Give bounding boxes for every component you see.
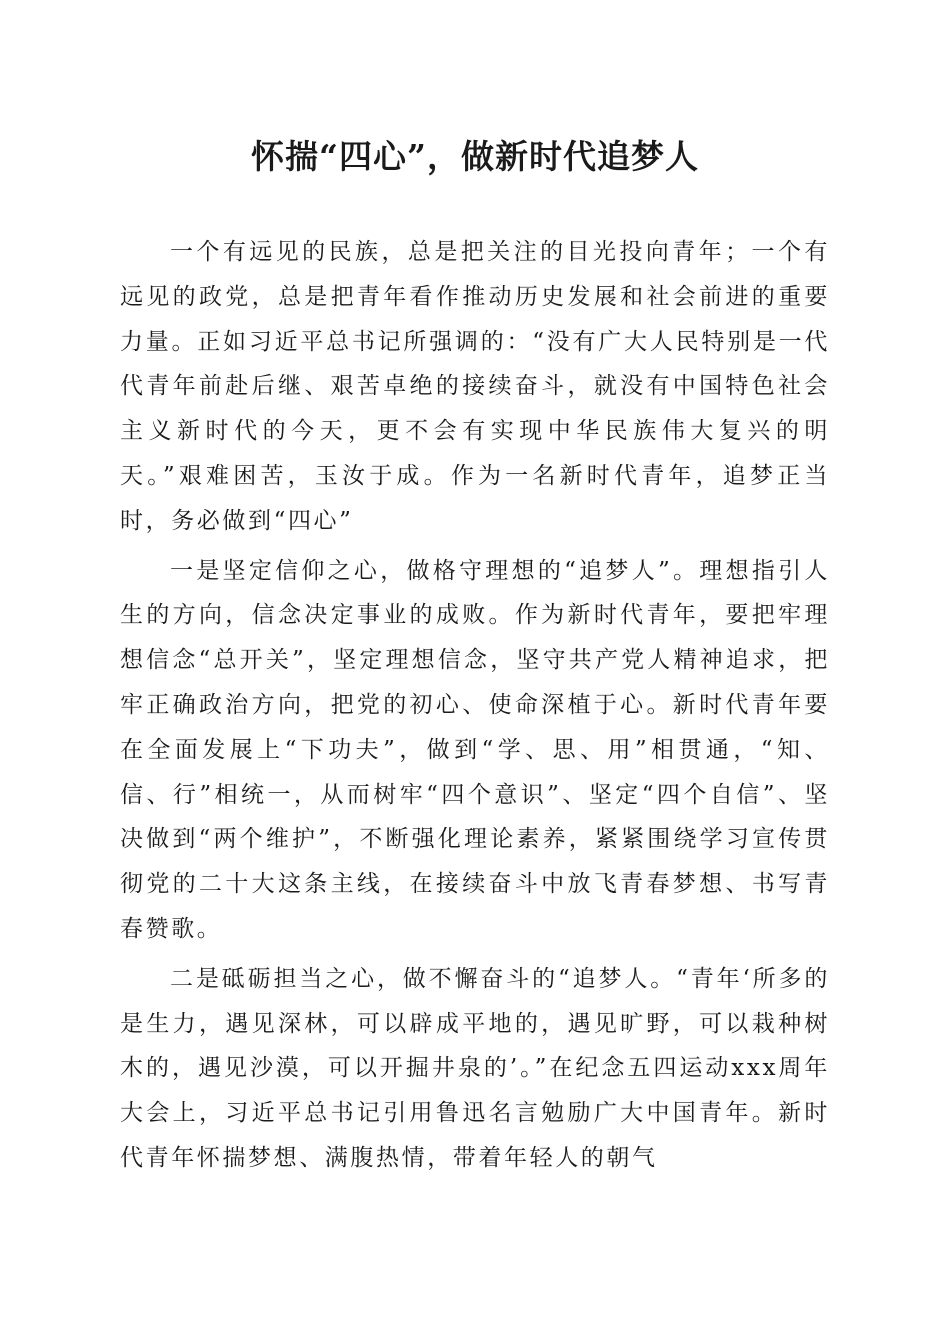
paragraph-lead: 一是坚定信仰之心，做格守理想的“追梦人”。 [170,557,700,584]
paragraph-point-two [120,957,830,1181]
document-body [120,230,830,1181]
paragraph-text: 理想指引人生的方向，信念决定事业的成败。作为新时代青年，要把牢理想信念“总开关”，坚定理想信念，坚守共产党人精神追求，把牢正确政治方向，把党的初心、使命深植于心。新时代青年要在全面发展上“下功夫”，做到“学、思、用”相贯通，“知、信、行”相统一，从而树牢“四个意识”、坚定“四个自信”、坚决做到“两个维护”，不断强化理论素养，紧紧围绕学习宣传贯彻党的二十大这条主线，在接续奋斗中放飞青春梦想、书写青春赞歌。 [120,557,830,942]
document-title: 怀揣“四心”，做新时代追梦人 [251,137,699,176]
paragraph-text: “青年‘所多的是生力，遇见深林，可以辟成平地的，遇见旷野，可以栽种树木的，遇见沙漠，可以开掘井泉的’。”在纪念五四运动xxx周年大会上，习近平总书记引用鲁迅名言勉励广大中国青年。新时代青年怀揣梦想、满腹热情，带着年轻人的朝气 [120,965,830,1171]
paragraph-point-one [120,549,830,952]
paragraph-lead: 二是砥砺担当之心，做不懈奋斗的“追梦人。 [170,965,677,992]
paragraph-text: 一个有远见的民族，总是把关注的目光投向青年；一个有远见的政党，总是把青年看作推动历史发展和社会前进的重要力量。正如习近平总书记所强调的：“没有广大人民特别是一代代青年前赴后继、艰苦卓绝的接续奋斗，就没有中国特色社会主义新时代的今天，更不会有实现中华民族伟大复兴的明天。”艰难困苦，玉汝于成。作为一名新时代青年，追梦正当时，务必做到“四心” [120,239,830,534]
paragraph-intro [120,230,830,544]
